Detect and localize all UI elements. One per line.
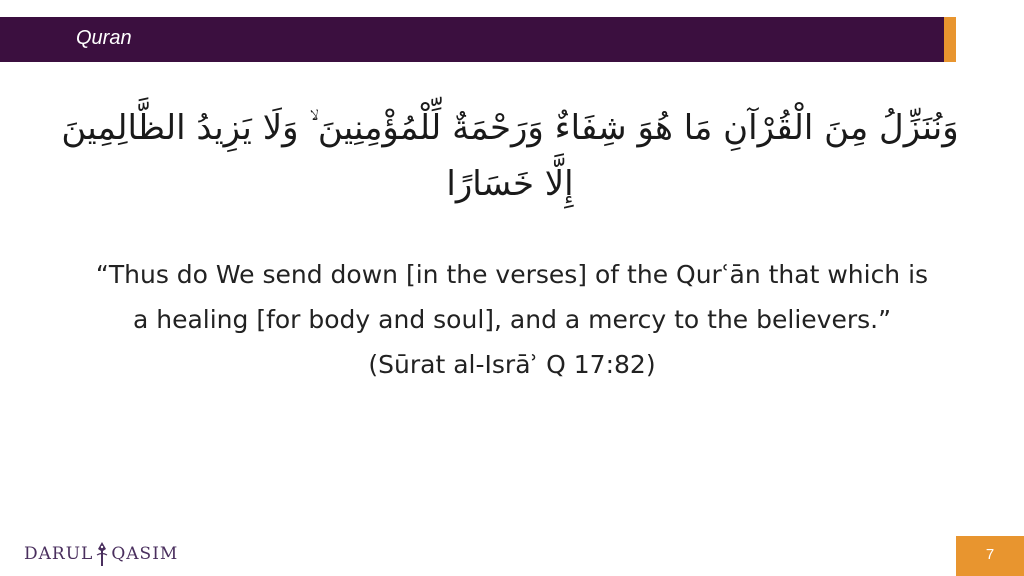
pen-nib-icon	[95, 541, 109, 567]
translation-line-2: a healing [for body and soul], and a mercy to the believers.”	[132, 305, 892, 334]
logo-text-right: QASIM	[111, 544, 179, 564]
darul-qasim-logo	[24, 541, 178, 567]
translation-line-1: “Thus do We send down [in the verses] of the Qurʿān that which is	[95, 260, 929, 289]
verse-reference: (Sūrat al-Isrāʾ Q 17:82)	[368, 350, 656, 379]
arabic-verse: وَنُنَزِّلُ مِنَ الْقُرْآنِ مَا هُوَ شِفَاءٌ وَرَحْمَةٌ لِّلْمُؤْمِنِينَ ۙ وَلَا يَزِيدُ الظَّالِمِينَ إِلَّا خَسَارًا	[61, 108, 959, 204]
slide-title: Quran	[76, 27, 132, 49]
translation-block	[50, 252, 974, 387]
logo-text-left: DARUL	[24, 544, 94, 564]
header-bar	[0, 17, 944, 62]
header-accent	[944, 17, 956, 62]
page-number: 7	[985, 546, 995, 563]
